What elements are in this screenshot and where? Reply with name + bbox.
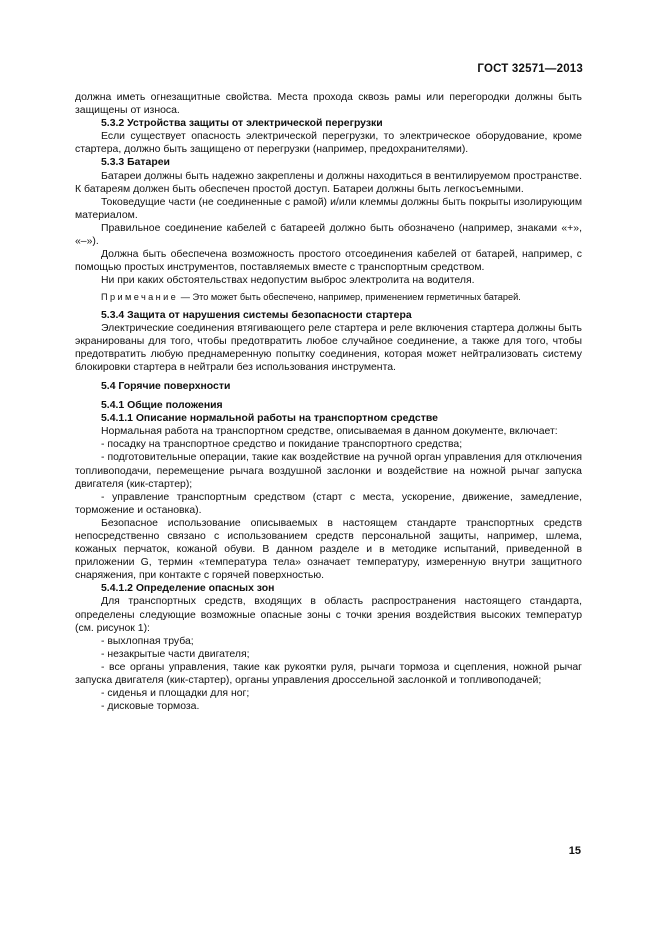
paragraph: Если существует опасность электрической перегрузки, то электрическое оборудование, кроме стартера, должно быть защищено от перегрузки (например, предохранителями). xyxy=(75,131,582,156)
paragraph: Электрические соединения втягивающего реле стартера и реле включения стартера должны быть экранированы для того, чтобы предотвратить любое случайное соединение, а также для того, чтобы предотвратить любую преднамеренную попытку соединения, которая может нейтрализовать систему блокировки стартера в нейтрали без использования инструмента. xyxy=(75,322,582,373)
list-item: - все органы управления, такие как рукоятки руля, рычаги тормоза и сцепления, ножной рычаг запуска двигателя (кик-стартер), органы управления дроссельной заслонкой и топливоподачей; xyxy=(75,661,582,687)
paragraph: Ни при каких обстоятельствах недопустим выброс электролита на водителя. xyxy=(101,275,475,287)
section-heading-5-4: 5.4 Горячие поверхности xyxy=(101,380,231,392)
paragraph: Правильное соединение кабелей с батареей должно быть обозначено (например, знаками «+», «–»). xyxy=(75,222,582,248)
section-heading-5-3-3: 5.3.3 Батареи xyxy=(101,157,170,169)
section-heading-5-3-4: 5.3.4 Защита от нарушения системы безопасности стартера xyxy=(101,309,412,321)
list-item: - подготовительные операции, такие как воздействие на ручной орган управления для отключения топливоподачи, перемещение рычага воздушной заслонки и воздействие на ножной рычаг запуска двигателя (кик-стартер); xyxy=(75,452,582,490)
list-item: - дисковые тормоза. xyxy=(101,701,200,713)
paragraph: Должна быть обеспечена возможность простого отсоединения кабелей от батарей, например, с помощью простых инструментов, поставляемых вместе с транспортным средством. xyxy=(75,249,582,274)
page-number: 15 xyxy=(568,845,581,857)
note xyxy=(75,291,582,304)
section-heading-5-4-1: 5.4.1 Общие положения xyxy=(101,400,223,412)
standard-header: ГОСТ 32571—2013 xyxy=(477,63,583,75)
note-text: — Это может быть обеспечено, например, применением герметичных батарей. xyxy=(178,292,521,303)
paragraph: Безопасное использование описываемых в настоящем стандарте транспортных средств непосредственно связано с использованием средств персональной защиты, например, шлема, кожаных перчаток, кожаной обуви. В данном разделе и в методике испытаний, приведенной в приложении G, термин «температура тела» означает температуру, измеренную внутри защитного снаряжения, при контакте с горячей поверхностью. xyxy=(75,517,582,582)
paragraph: должна иметь огнезащитные свойства. Места прохода сквозь рамы или перегородки должны быть защищены от износа. xyxy=(75,92,582,117)
paragraph: Токоведущие части (не соединенные с рамой) и/или клеммы должны быть покрыты изолирующим материалом. xyxy=(75,196,582,221)
paragraph: Батареи должны быть надежно закреплены и должны находиться в вентилируемом пространстве. К батареям должен быть обеспечен простой доступ. Батареи должны быть легкосъемными. xyxy=(75,170,582,195)
list-item: - управление транспортным средством (старт с места, ускорение, движение, замедление, торможение и остановка). xyxy=(75,491,582,516)
note-label: Примечание xyxy=(101,292,179,303)
section-heading-5-3-2: 5.3.2 Устройства защиты от электрической перегрузки xyxy=(101,118,383,130)
list-item: - сиденья и площадки для ног; xyxy=(101,688,250,700)
paragraph: Нормальная работа на транспортном средстве, описываемая в данном документе, включает: xyxy=(101,426,558,438)
section-heading-5-4-1-2: 5.4.1.2 Определение опасных зон xyxy=(101,583,275,595)
paragraph: Для транспортных средств, входящих в область распространения настоящего стандарта, определены следующие возможные опасные зоны с точки зрения воздействия высоких температур (см. рисунок 1): xyxy=(75,596,582,634)
list-item: - посадку на транспортное средство и покидание транспортного средства; xyxy=(101,439,463,451)
section-heading-5-4-1-1: 5.4.1.1 Описание нормальной работы на транспортном средстве xyxy=(101,413,438,425)
list-item: - незакрытые части двигателя; xyxy=(101,648,250,660)
list-item: - выхлопная труба; xyxy=(101,635,194,647)
document-body xyxy=(75,91,582,713)
